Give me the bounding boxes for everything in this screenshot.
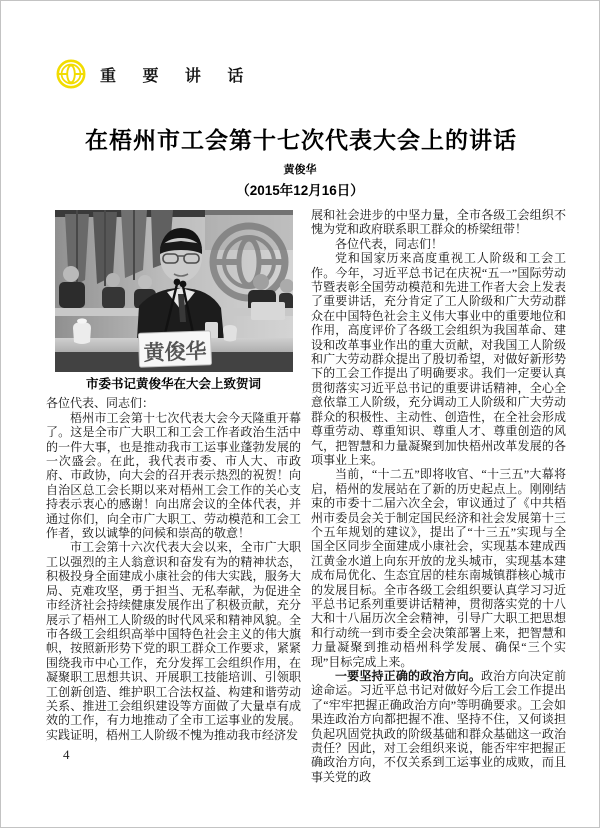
paragraph: 市工会第十六次代表大会以来，全市广大职工以强烈的主人翁意识和奋发有为的精神状态，积极投身全面建成小康社会的伟大实践，服务大局、克难攻坚，勇于担当、无私奉献，为促进全市经济社会持续健康发展作出了积极贡献，充分展示了梧州工人阶级的时代风采和精神风貌。全市各级工会组织高举中国特色社会主义的伟大旗帜，按照新形势下党的职工群众工作要求，紧紧围绕我市中心工作，充分发挥工会组织作用，在凝聚职工思想共识、开展职工技能培训、引领职工创新创造、维护职工合法权益、构建和谐劳动关系、推进工会组织建设等方面做了大量卓有成效的工作，有力地推动了全市工运事业的发展。实践证明，梧州工人阶级不愧为推动我市经济发 xyxy=(46,540,301,742)
paragraph-continuation: 展和社会进步的中坚力量，全市各级工会组织不愧为党和政府联系职工群众的桥梁纽带！ xyxy=(311,208,566,237)
photo-figure xyxy=(46,210,301,391)
photo-caption: 市委书记黄俊华在大会上致贺词 xyxy=(85,377,261,391)
paragraph-lead-bold: 一要坚持正确的政治方向。 xyxy=(335,669,481,683)
paragraph-rest: 政治方向决定前途命运。习近平总书记对做好今后工会工作提出了“牢牢把握正确政治方向”等明确要求。工会如果连政治方向都把握不准、坚持不住，又何谈担负起巩固党执政的阶级基础和群众基础这一政治责任？因此，对工会组织来说，能否牢牢把握正确政治方向，不仅关系到工运事业的成败，而且事关党的政 xyxy=(311,669,566,784)
left-column xyxy=(46,208,301,784)
salutation-right: 各位代表，同志们！ xyxy=(335,236,444,251)
article-author: 黄俊华 xyxy=(283,164,317,176)
article-date: （2015年12月16日） xyxy=(236,183,364,198)
article-title: 在梧州市工会第十七次代表大会上的讲话 xyxy=(85,128,517,154)
nameplate xyxy=(138,331,211,367)
paragraph xyxy=(311,669,566,784)
congress-photo-scene xyxy=(55,210,293,372)
page-number: 4 xyxy=(63,747,70,762)
paragraph: 党和国家历来高度重视工人阶级和工会工作。今年，习近平总书记在庆祝“五一”国际劳动节暨表彰全国劳动模范和先进工作者大会上发表了重要讲话，充分肯定了工人阶级和广大劳动群众在中国特色社会主义伟大事业中的重要地位和作用，高度评价了各级工会组织为我国革命、建设和改革事业作出的重大贡献，对我国工人阶级和广大劳动群众提出了殷切希望，对做好新形势下的工会工作提出了明确要求。我们一定要认真贯彻落实习近平总书记的重要讲话精神，全心全意依靠工人阶级，充分调动工人阶级和广大劳动群众的积极性、主动性、创造性，在全社会形成尊重劳动、尊重知识、尊重人才、尊重创造的风气，把智慧和力量凝聚到加快梧州改革发展的各项事业上来。 xyxy=(311,251,566,467)
paragraph: 当前，“十二五”即将收官、“十三五”大幕将启，梧州的发展站在了新的历史起点上。刚刚结束的市委十二届六次全会，审议通过了《中共梧州市委员会关于制定国民经济和社会发展第十三个五年规划的建议》，提出了“十三五”实现与全国全区同步全面建成小康社会，实现基本建成西江黄金水道上向东开放的龙头城市，实现基本建成布局优化、生态宜居的桂东南城镇群核心城市的发展目标。全市各级工会组织要认真学习习近平总书记系列重要讲话精神，贯彻落实党的十八大和十八届历次全会精神，引导广大职工把思想和行动统一到市委全会决策部署上来，把智慧和力量凝聚到推动梧州科学发展、确保“三个实现”目标完成上来。 xyxy=(311,467,566,669)
article-body xyxy=(46,208,566,784)
congress-photo xyxy=(55,210,293,372)
section-header xyxy=(55,58,254,90)
blurred-nameplate xyxy=(251,302,285,320)
section-label: 重 要 讲 话 xyxy=(100,67,255,85)
trade-union-logo-icon xyxy=(55,58,87,90)
nameplate-text: 黄俊华 xyxy=(142,338,207,366)
salutation-left: 各位代表、同志们： xyxy=(46,396,155,411)
paragraph: 梧州市工会第十七次代表大会今天隆重开幕了。这是全市广大职工和工会工作者政治生活中的一件大事，也是推动我市工运事业蓬勃发展的一次盛会。在此，我代表市委、市人大、市政府、市政协，向大会的召开表示热烈的祝贺！向自治区总工会长期以来对梧州工会工作的关心支持表示衷心的感谢！向出席会议的全体代表，并通过你们，向全市广大职工、劳动模范和工会工作者，致以诚挚的问候和崇高的敬意！ xyxy=(46,410,301,541)
right-column xyxy=(311,208,566,784)
